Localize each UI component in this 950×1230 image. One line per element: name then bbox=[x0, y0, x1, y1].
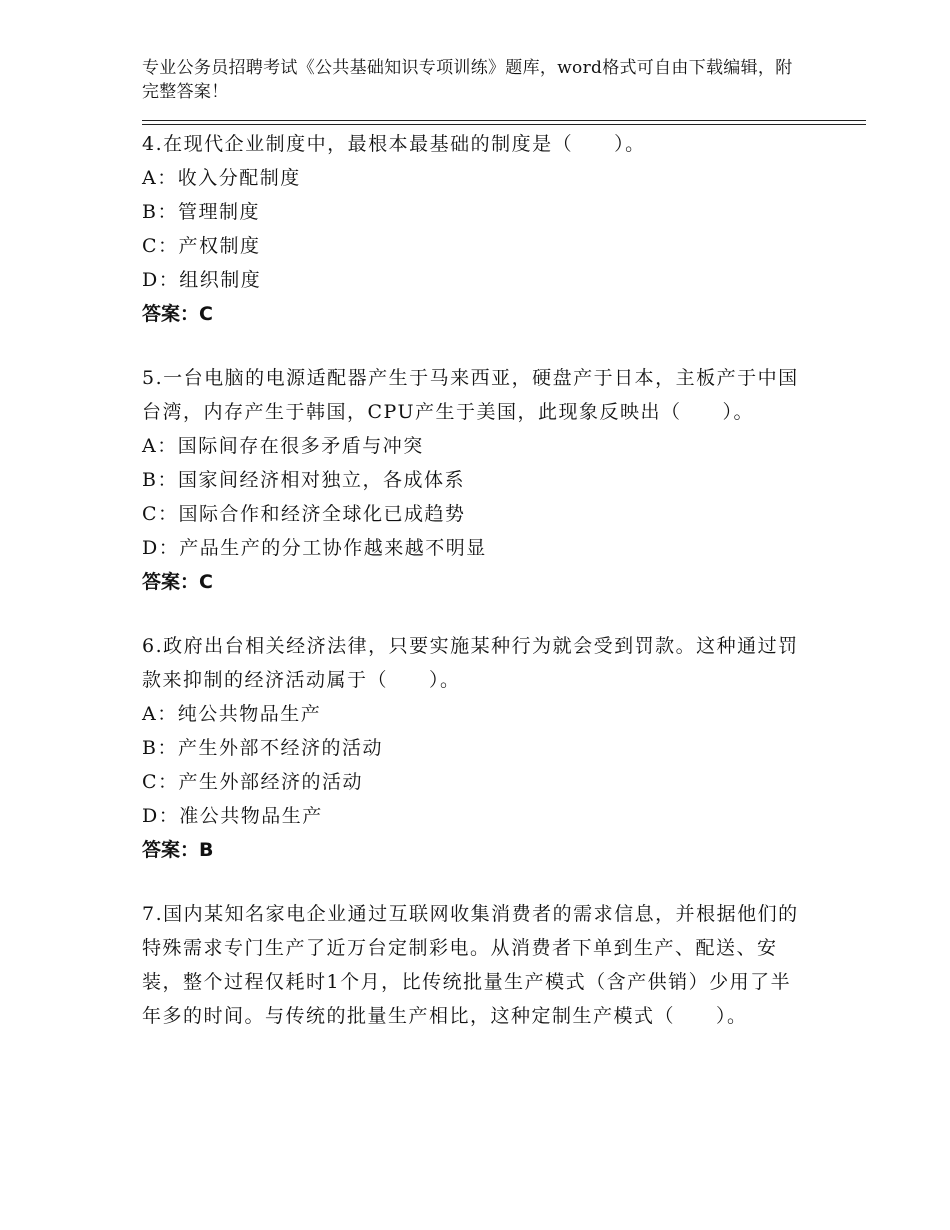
question-4 bbox=[142, 127, 802, 331]
header-rule-bottom bbox=[142, 124, 866, 125]
option-c: C：国际合作和经济全球化已成趋势 bbox=[142, 503, 466, 525]
question-5 bbox=[142, 361, 802, 599]
option-c: C：产生外部经济的活动 bbox=[142, 771, 364, 793]
option-d: D：产品生产的分工协作越来越不明显 bbox=[142, 537, 487, 559]
option-b: B：国家间经济相对独立，各成体系 bbox=[142, 469, 465, 491]
option-a: A：纯公共物品生产 bbox=[142, 703, 322, 725]
question-list bbox=[142, 127, 802, 1063]
option-b: B：产生外部不经济的活动 bbox=[142, 737, 383, 759]
option-d: D：准公共物品生产 bbox=[142, 805, 323, 827]
option-d: D：组织制度 bbox=[142, 269, 262, 291]
option-c: C：产权制度 bbox=[142, 235, 261, 257]
option-b: B：管理制度 bbox=[142, 201, 260, 223]
option-a: A：收入分配制度 bbox=[142, 167, 301, 189]
answer-label: 答案：B bbox=[142, 839, 214, 861]
page-header: 专业公务员招聘考试《公共基础知识专项训练》题库，word格式可自由下载编辑，附完整答案！ bbox=[142, 58, 793, 102]
answer-label: 答案：C bbox=[142, 303, 213, 325]
question-6 bbox=[142, 629, 802, 867]
answer-label: 答案：C bbox=[142, 571, 213, 593]
option-a: A：国际间存在很多矛盾与冲突 bbox=[142, 435, 424, 457]
question-stem: 5.一台电脑的电源适配器产生于马来西亚，硬盘产于日本，主板产于中国台湾，内存产生于韩国，CPU产生于美国，此现象反映出（ ）。 bbox=[142, 367, 799, 423]
question-7 bbox=[142, 897, 802, 1033]
question-stem: 6.政府出台相关经济法律，只要实施某种行为就会受到罚款。这种通过罚款来抑制的经济活动属于（ ）。 bbox=[142, 635, 799, 691]
header-rule-top bbox=[142, 120, 866, 121]
question-stem: 4.在现代企业制度中，最根本最基础的制度是（ ）。 bbox=[142, 133, 646, 155]
question-stem: 7.国内某知名家电企业通过互联网收集消费者的需求信息，并根据他们的特殊需求专门生产了近万台定制彩电。从消费者下单到生产、配送、安装，整个过程仅耗时1个月，比传统批量生产模式（含产供销）少用了半年多的时间。与传统的批量生产相比，这种定制生产模式（ ）。 bbox=[142, 903, 799, 1027]
